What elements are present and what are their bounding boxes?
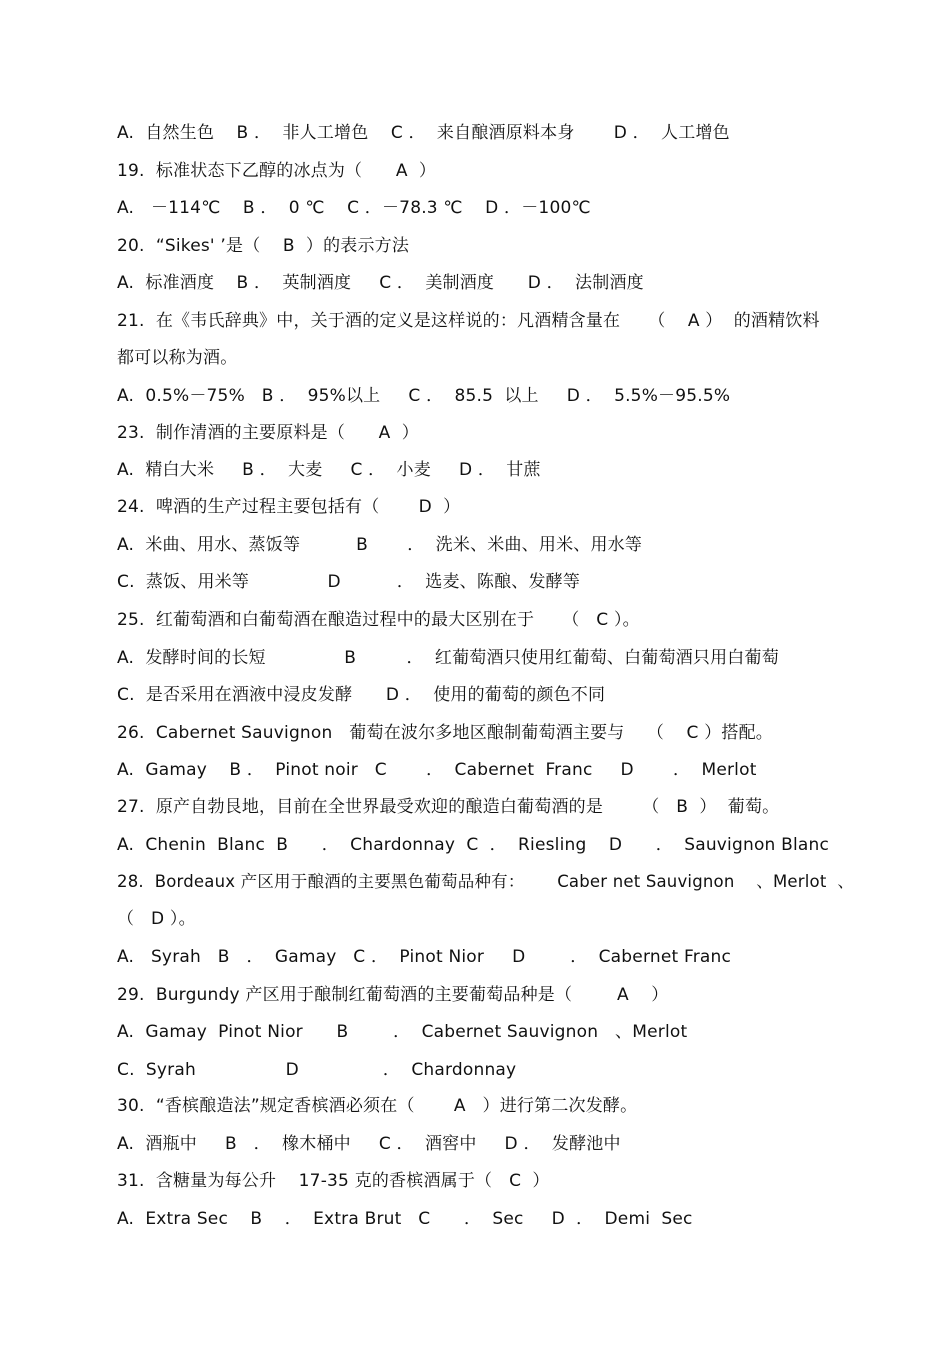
question-line-30: 30. “香槟酿造法”规定香槟酒必须在（ A ）进行第二次发酵。 (117, 1096, 638, 1116)
question-line-28-cont: （ D ）。 (117, 909, 196, 929)
question-line-19: 19. 标准状态下乙醇的冰点为（ A ） (117, 161, 437, 181)
question-line-21: 21. 在《韦氏辞典》中，关于酒的定义是这样说的：凡酒精含量在 （ A ） 的酒精饮料 (117, 311, 820, 331)
option-line-q31: A. Extra Sec B ． Extra Brut C ． Sec D ． Demi Sec (117, 1209, 693, 1229)
question-line-27: 27. 原产自勃艮地，目前在全世界最受欢迎的酿造白葡萄酒的是 （ B ） 葡萄。 (117, 797, 780, 817)
option-line-q27: A. Chenin Blanc B ． Chardonnay C ． Riesling D ． Sauvignon Blanc (117, 835, 830, 855)
option-line-q24-cd: C. 蒸饭、用米等 D ． 选麦、陈酿、发酵等 (117, 572, 581, 592)
option-line-q18: A. 自然生色 B ． 非人工增色 C ． 来自酿酒原料本身 D ． 人工增色 (117, 123, 730, 143)
option-line-q29-ab: A. Gamay Pinot Nior B ． Cabernet Sauvignon 、Merlot (117, 1022, 688, 1042)
question-line-24: 24. 啤酒的生产过程主要包括有（ D ） (117, 497, 461, 517)
question-line-21-cont: 都可以称为酒。 (117, 348, 238, 368)
question-line-23: 23. 制作清酒的主要原料是（ A ） (117, 423, 419, 443)
option-line-q30: A. 酒瓶中 B ． 橡木桶中 C ． 酒窖中 D ． 发酵池中 (117, 1134, 621, 1154)
option-line-q26: A. Gamay B ． Pinot noir C ． Cabernet Franc D ． Merlot (117, 760, 757, 780)
question-line-20: 20. “Sikes' ’是（ B ）的表示方法 (117, 236, 410, 256)
question-line-25: 25. 红葡萄酒和白葡萄酒在酿造过程中的最大区别在于 （ C ）。 (117, 610, 640, 630)
option-line-q28: A. Syrah B ． Gamay C ． Pinot Nior D ． Cabernet Franc (117, 947, 732, 967)
question-line-29: 29. Burgundy 产区用于酿制红葡萄酒的主要葡萄品种是（ A ） (117, 985, 669, 1005)
question-line-31: 31. 含糖量为每公升 17-35 克的香槟酒属于（ C ） (117, 1171, 550, 1191)
option-line-q25-cd: C. 是否采用在酒液中浸皮发酵 D ． 使用的葡萄的颜色不同 (117, 685, 606, 705)
question-line-26: 26. Cabernet Sauvignon 葡萄在波尔多地区酿制葡萄酒主要与 （ C ）搭配。 (117, 723, 773, 743)
option-line-q21: A. 0.5%－75% B ． 95%以上 C ． 85.5 以上 D ． 5.5%－95.5% (117, 386, 731, 406)
option-line-q24-ab: A. 米曲、用水、蒸饭等 B ． 洗米、米曲、用米、用水等 (117, 535, 643, 555)
option-line-q23: A. 精白大米 B ． 大麦 C ． 小麦 D ． 甘蔗 (117, 460, 541, 480)
option-line-q20: A. 标准酒度 B ． 英制酒度 C ． 美制酒度 D ． 法制酒度 (117, 273, 644, 293)
option-line-q19: A. －114℃ B ． 0 ℃ C ．－78.3 ℃ D ．－100℃ (117, 198, 591, 218)
option-line-q29-cd: C. Syrah D ． Chardonnay (117, 1060, 517, 1080)
question-line-28: 28. Bordeaux 产区用于酿酒的主要黑色葡萄品种有： Caber net Sauvignon 、Merlot 、 (117, 872, 855, 891)
option-line-q25-ab: A. 发酵时间的长短 B ． 红葡萄酒只使用红葡萄、白葡萄酒只用白葡萄 (117, 648, 779, 668)
